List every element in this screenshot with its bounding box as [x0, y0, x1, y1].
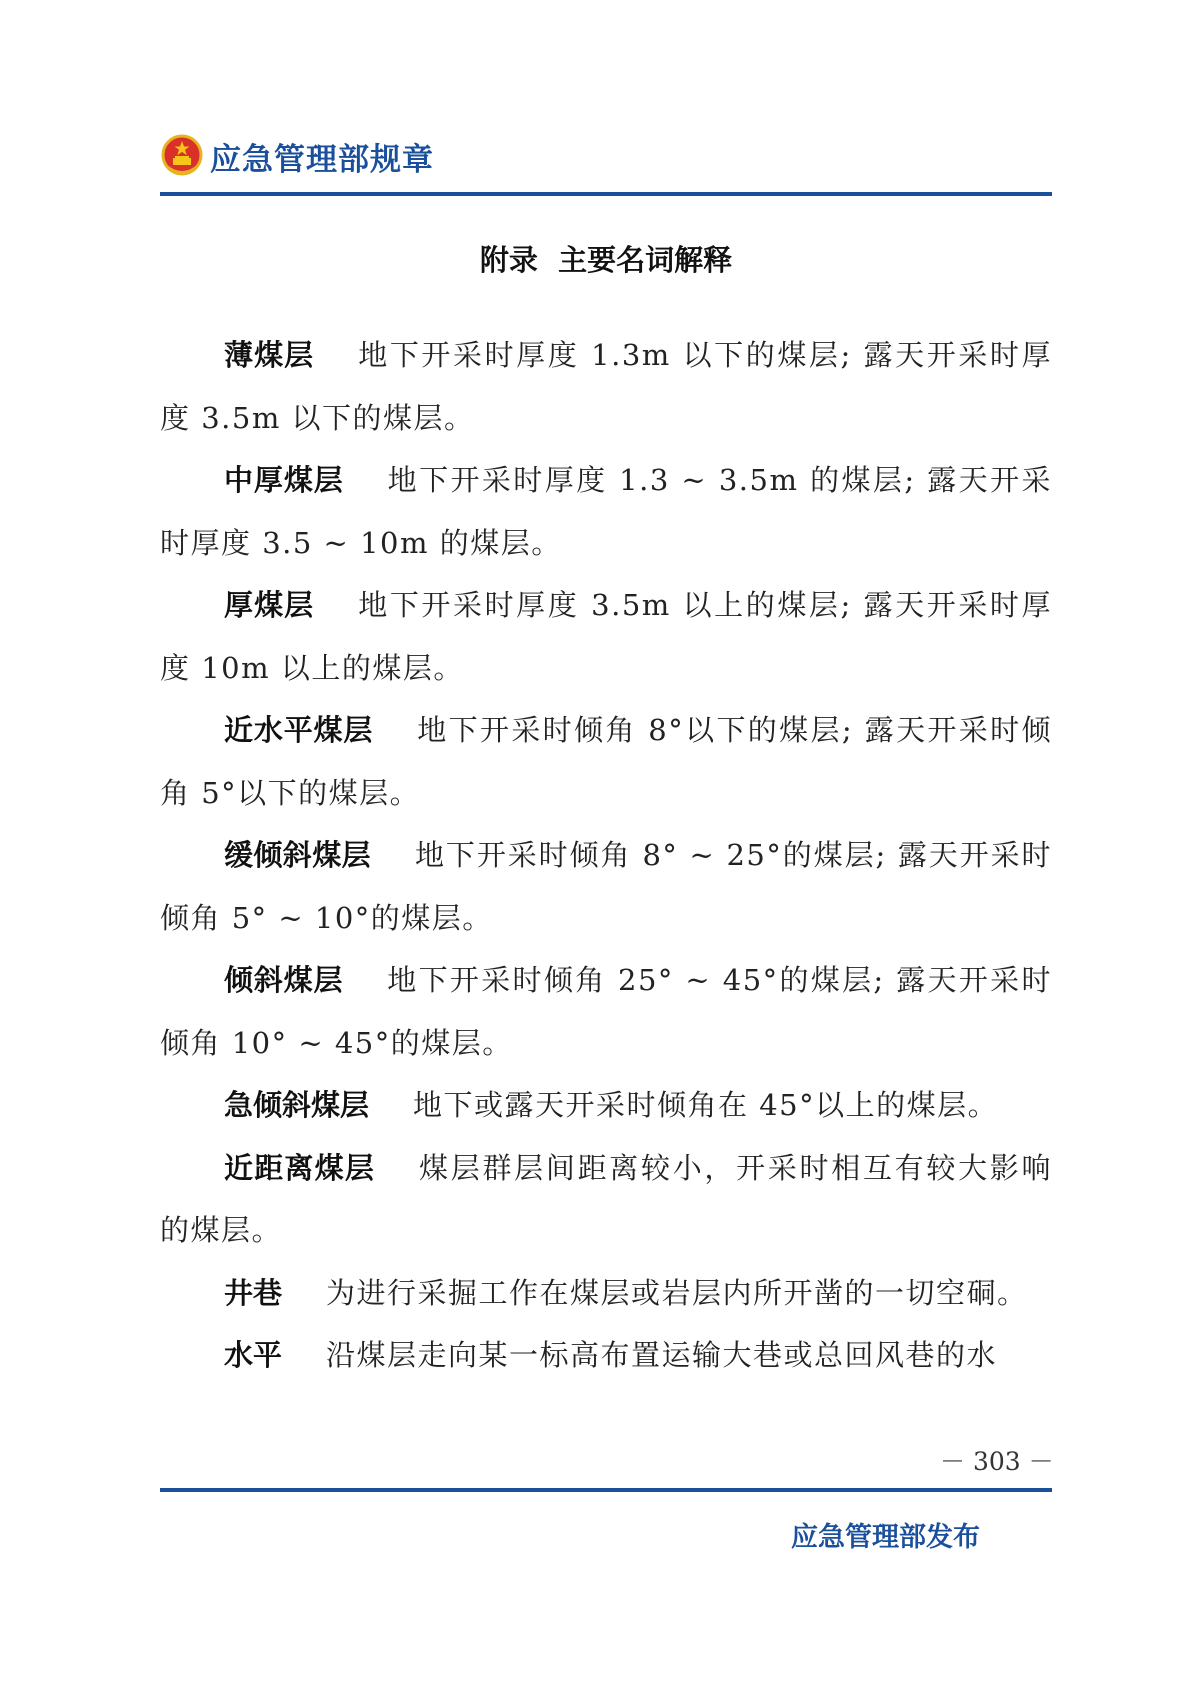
- glossary-term: 缓倾斜煤层: [224, 838, 372, 872]
- glossary-entry: [160, 1262, 1052, 1325]
- glossary-definition: 煤层群层间距离较小，开采时相互有较大影响的煤层。: [160, 1150, 1052, 1247]
- glossary-entry: [160, 1137, 1052, 1262]
- page-header: [160, 128, 434, 184]
- glossary-term: 井巷: [224, 1275, 283, 1310]
- glossary-entry: [160, 824, 1052, 949]
- glossary-definition: 地下开采时倾角 25° ~ 45°的煤层; 露天开采时倾角 10° ~ 45°的煤层。: [160, 963, 1052, 1060]
- national-emblem-icon: [160, 134, 204, 178]
- glossary-entry: [160, 1074, 1052, 1137]
- page-number: － 303 －: [940, 1447, 1054, 1476]
- footer-publisher: 应急管理部发布: [791, 1522, 980, 1553]
- glossary-term: 近距离煤层: [224, 1150, 376, 1185]
- glossary-term: 倾斜煤层: [224, 963, 344, 997]
- glossary-entry: [160, 449, 1052, 574]
- glossary-entry: [160, 1324, 1052, 1387]
- glossary-definition: 地下或露天开采时倾角在 45°以上的煤层。: [413, 1088, 999, 1122]
- glossary-definition: 地下开采时厚度 1.3 ~ 3.5m 的煤层; 露天开采时厚度 3.5 ~ 10m 的煤层。: [160, 463, 1052, 560]
- glossary-entry: [160, 699, 1052, 824]
- header-divider: [160, 192, 1052, 196]
- glossary-entry: [160, 324, 1052, 449]
- footer-divider: [160, 1488, 1052, 1492]
- glossary-definition: 沿煤层走向某一标高布置运输大巷或总回风巷的水: [326, 1338, 998, 1372]
- glossary-list: [160, 324, 1052, 1387]
- glossary-definition: 地下开采时厚度 1.3m 以下的煤层; 露天开采时厚度 3.5m 以下的煤层。: [160, 338, 1052, 435]
- glossary-definition: 为进行采掘工作在煤层或岩层内所开凿的一切空硐。: [326, 1275, 1028, 1310]
- header-title: 应急管理部规章: [210, 141, 434, 178]
- glossary-definition: 地下开采时厚度 3.5m 以上的煤层; 露天开采时厚度 10m 以上的煤层。: [160, 588, 1052, 685]
- glossary-definition: 地下开采时倾角 8° ~ 25°的煤层; 露天开采时倾角 5° ~ 10°的煤层。: [160, 838, 1052, 935]
- glossary-term: 厚煤层: [224, 588, 315, 622]
- glossary-term: 急倾斜煤层: [224, 1088, 370, 1122]
- glossary-term: 中厚煤层: [224, 463, 344, 497]
- glossary-term: 近水平煤层: [224, 713, 374, 747]
- glossary-term: 薄煤层: [224, 338, 315, 372]
- glossary-definition: 地下开采时倾角 8°以下的煤层; 露天开采时倾角 5°以下的煤层。: [160, 713, 1052, 810]
- glossary-entry: [160, 949, 1052, 1074]
- appendix-title: 附录 主要名词解释: [479, 243, 733, 277]
- glossary-term: 水平: [224, 1338, 283, 1372]
- glossary-entry: [160, 574, 1052, 699]
